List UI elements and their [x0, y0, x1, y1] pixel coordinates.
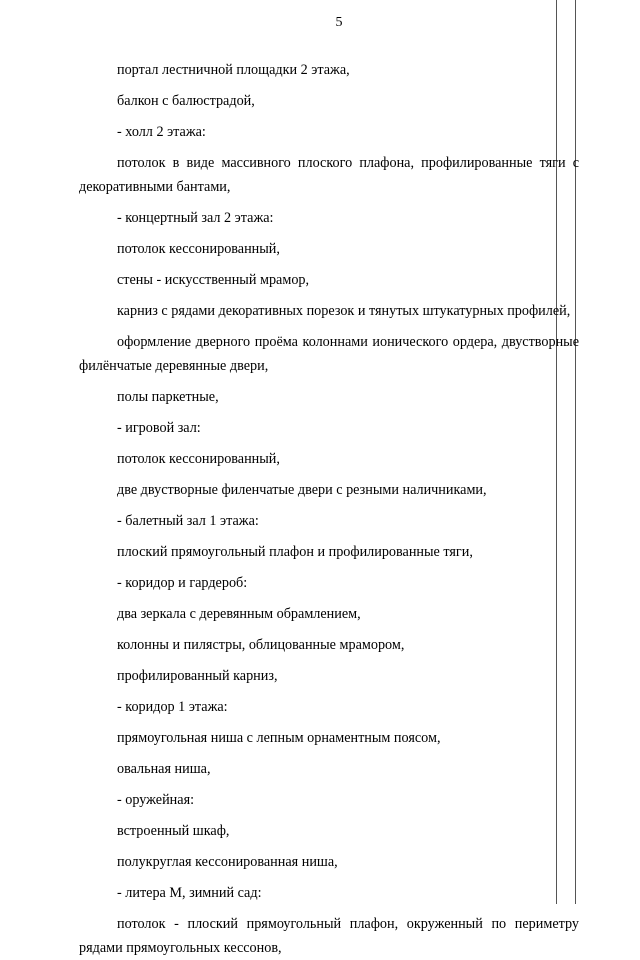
section-heading: - концертный зал 2 этажа:: [117, 210, 274, 226]
paragraph: профилированный карниз,: [117, 668, 278, 684]
paragraph: стены - искусственный мрамор,: [117, 272, 310, 288]
section-heading: - литера М, зимний сад:: [117, 885, 262, 901]
paragraph: портал лестничной площадки 2 этажа,: [117, 62, 350, 78]
paragraph: встроенный шкаф,: [117, 823, 230, 839]
section-heading: - игровой зал:: [117, 420, 201, 436]
paragraph: два зеркала с деревянным обрамлением,: [117, 606, 361, 622]
paragraph: балкон с балюстрадой,: [117, 93, 255, 109]
paragraph: полукруглая кессонированная ниша,: [117, 854, 338, 870]
section-heading: - холл 2 этажа:: [117, 124, 206, 140]
paragraph: потолок кессонированный,: [117, 451, 280, 467]
section-heading: - коридор и гардероб:: [117, 575, 248, 591]
document-body: [79, 58, 579, 960]
section-heading: - коридор 1 этажа:: [117, 699, 228, 715]
paragraph: потолок в виде массивного плоского плафона, профилированные тяги с декоративными бантами,: [79, 155, 579, 195]
section-heading: - оружейная:: [117, 792, 195, 808]
page-number: 5: [335, 15, 343, 30]
paragraph: плоский прямоугольный плафон и профилированные тяги,: [117, 544, 473, 560]
paragraph: овальная ниша,: [117, 761, 211, 777]
paragraph: оформление дверного проёма колоннами ионического ордера, двустворные филёнчатые деревянные двери,: [79, 334, 579, 374]
paragraph: потолок - плоский прямоугольный плафон, окруженный по периметру рядами прямоугольных кессонов,: [79, 916, 579, 956]
paragraph: две двустворные филенчатые двери с резными наличниками,: [117, 482, 487, 498]
paragraph: карниз с рядами декоративных порезок и тянутых штукатурных профилей,: [117, 303, 571, 319]
paragraph: прямоугольная ниша с лепным орнаментным поясом,: [117, 730, 441, 746]
paragraph: потолок кессонированный,: [117, 241, 280, 257]
paragraph: колонны и пилястры, облицованные мрамором,: [117, 637, 405, 653]
section-heading: - балетный зал 1 этажа:: [117, 513, 259, 529]
paragraph: полы паркетные,: [117, 389, 219, 405]
